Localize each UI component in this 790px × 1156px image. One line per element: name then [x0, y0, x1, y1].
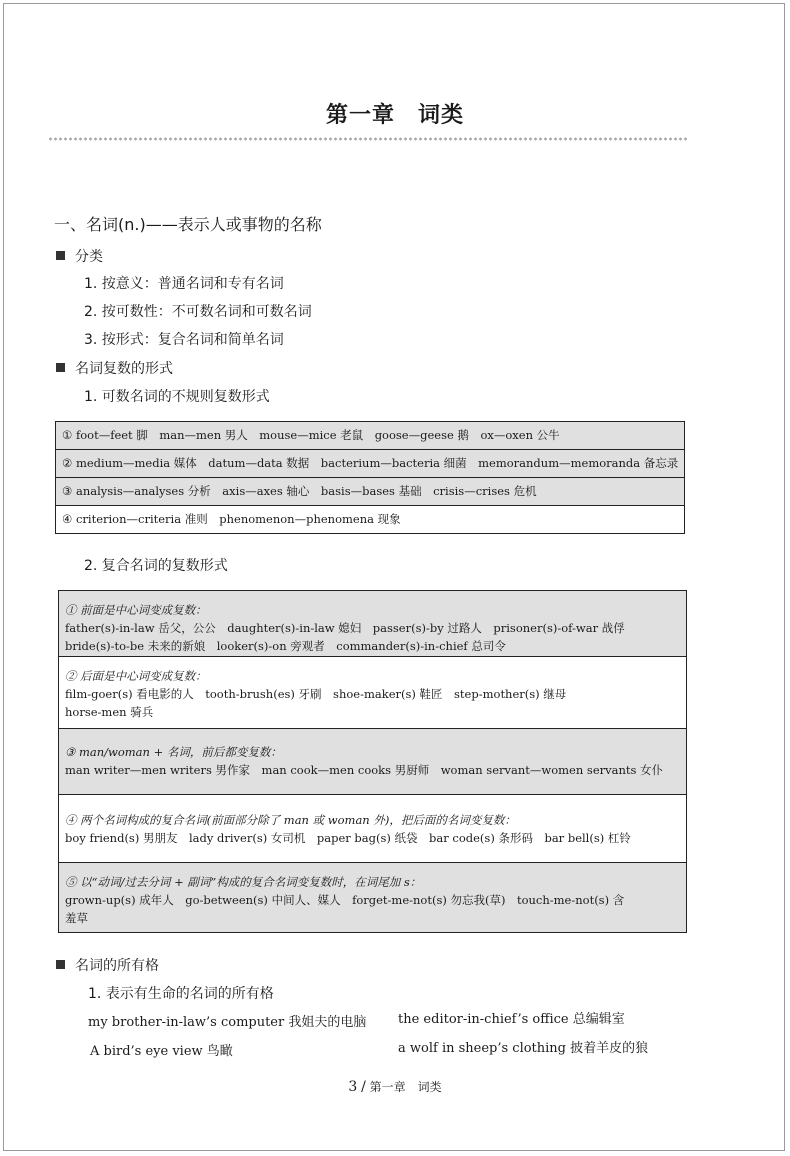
block-heading: ④ 两个名词构成的复合名词(前面部分除了 man 或 woman 外)，把后面的名词变复数： [65, 813, 516, 827]
footer-separator: / [361, 1079, 366, 1095]
block-line: father(s)-in-law 岳父，公公 daughter(s)-in-law 媳妇 passer(s)-by 过路人 prisoner(s)-of-war 战俘 [65, 621, 625, 635]
page-number: 3 [348, 1079, 358, 1095]
table-row: ④ criterion—criteria 准则 phenomenon—phenomena 现象 [56, 505, 684, 533]
classification-item: 1. 按意义：普通名词和专有名词 [84, 276, 284, 292]
table-row: ① foot—feet 脚 man—men 男人 mouse—mice 老鼠 goose—geese 鹅 ox—oxen 公牛 [56, 422, 684, 449]
block-line: boy friend(s) 男朋友 lady driver(s) 女司机 paper bag(s) 纸袋 bar code(s) 条形码 bar bell(s) 杠铃 [65, 831, 631, 845]
block-line: bride(s)-to-be 未来的新娘 looker(s)-on 旁观者 commander(s)-in-chief 总司令 [65, 639, 506, 653]
page-footer [0, 1078, 790, 1095]
dotted-divider [48, 137, 688, 141]
block-line: horse-men 骑兵 [65, 705, 154, 719]
compound-plural-table [58, 590, 687, 933]
table-row: ② medium—media 媒体 datum—data 数据 bacterium—bacteria 细菌 memorandum—memoranda 备忘录 [56, 449, 684, 477]
plural-subheading-2: 2. 复合名词的复数形式 [84, 558, 228, 574]
classification-heading-text: 分类 [75, 249, 103, 265]
block-line: man writer—men writers 男作家 man cook—men cooks 男厨师 woman servant—women servants 女仆 [65, 763, 664, 777]
footer-label: 第一章 词类 [369, 1080, 442, 1094]
block-line: grown-up(s) 成年人 go-between(s) 中间人、媒人 forget-me-not(s) 勿忘我(草) touch-me-not(s) 含 [65, 893, 625, 907]
block-line: 羞草 [65, 911, 88, 925]
table-block [59, 862, 686, 932]
plural-heading [56, 358, 173, 378]
possessive-heading [56, 955, 159, 975]
square-bullet-icon [56, 251, 65, 260]
table-block [59, 728, 686, 794]
section-title: 一、名词(n.)——表示人或事物的名称 [54, 215, 322, 234]
classification-item: 3. 按形式：复合名词和简单名词 [84, 332, 284, 348]
plural-subheading-1: 1. 可数名词的不规则复数形式 [84, 389, 270, 405]
possessive-example: a wolf in sheep’s clothing 披着羊皮的狼 [398, 1041, 649, 1056]
classification-heading [56, 246, 103, 266]
square-bullet-icon [56, 960, 65, 969]
chapter-title: 第一章 词类 [325, 102, 464, 128]
table-block [59, 656, 686, 728]
classification-item: 2. 按可数性：不可数名词和可数名词 [84, 304, 312, 320]
possessive-subheading-1: 1. 表示有生命的名词的所有格 [88, 986, 274, 1002]
possessive-example: A bird’s eye view 鸟瞰 [90, 1044, 233, 1059]
page-border [3, 3, 785, 1151]
table-block [59, 591, 686, 656]
possessive-example: my brother-in-law’s computer 我姐夫的电脑 [88, 1015, 367, 1030]
possessive-example: the editor-in-chief’s office 总编辑室 [398, 1012, 625, 1027]
irregular-plural-table [55, 421, 685, 534]
table-row: ③ analysis—analyses 分析 axis—axes 轴心 basis—bases 基础 crisis—crises 危机 [56, 477, 684, 505]
block-line: film-goer(s) 看电影的人 tooth-brush(es) 牙刷 shoe-maker(s) 鞋匠 step-mother(s) 继母 [65, 687, 567, 701]
square-bullet-icon [56, 363, 65, 372]
plural-heading-text: 名词复数的形式 [75, 361, 173, 377]
block-heading: ① 前面是中心词变成复数： [65, 603, 207, 617]
possessive-heading-text: 名词的所有格 [75, 958, 159, 974]
table-block [59, 794, 686, 862]
block-heading: ③ man/woman + 名词，前后都变复数： [65, 745, 282, 759]
block-heading: ⑤ 以“动词/过去分词 + 副词”构成的复合名词变复数时，在词尾加 s： [65, 875, 422, 889]
block-heading: ② 后面是中心词变成复数： [65, 669, 207, 683]
